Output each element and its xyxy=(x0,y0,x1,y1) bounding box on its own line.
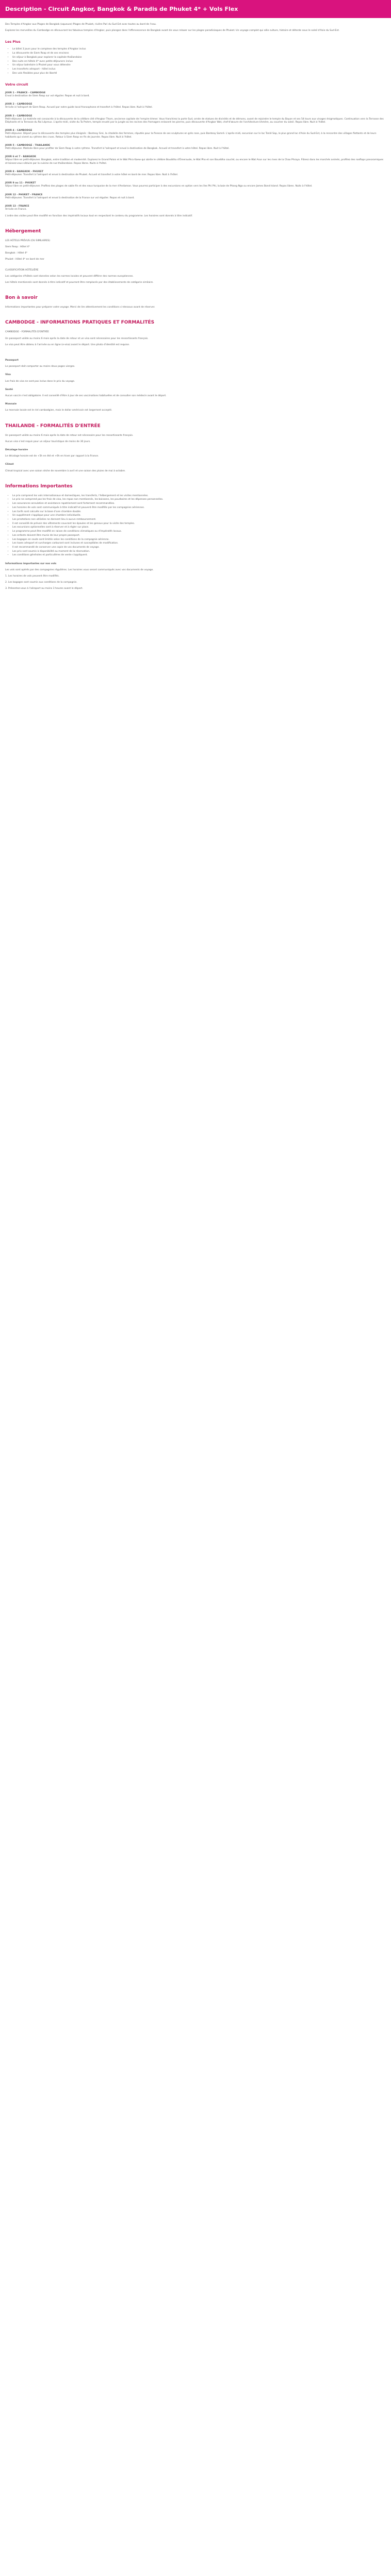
day-heading: JOUR 4 - CAMBODGE xyxy=(5,129,32,132)
health-heading: Santé xyxy=(5,388,13,391)
plus-heading: Les Plus xyxy=(5,40,21,44)
day-text: Petit-déjeuner. Transfert à l'aéroport et envol à destination de Phuket. Accueil et transfert à votre hôtel en bord de mer. Repas libre. Nuit à l'hôtel. xyxy=(5,174,178,177)
day-heading: JOUR 1 - FRANCE - CAMBODGE xyxy=(5,91,46,94)
climate-text: Climat tropical avec une saison sèche de novembre à avril et une saison des pluies de mai à octobre. xyxy=(5,469,126,472)
climate-heading: Climat xyxy=(5,463,14,466)
important-item: • Les tarifs sont calculés sur la base d'une chambre double. xyxy=(12,511,386,514)
passport-heading: Passeport xyxy=(5,359,19,362)
important-item: • Il est recommandé de conserver une copie de vos documents de voyage. xyxy=(12,546,386,549)
day-heading: JOUR 5 - CAMBODGE - THAILANDE xyxy=(5,144,51,147)
hotels-subheading: LES HÔTELS PRÉVUS (OU SIMILAIRES) xyxy=(5,239,51,242)
important-item: • Les taxes aéroport et surcharges carburant sont incluses et susceptibles de modification. xyxy=(12,542,386,545)
description-content xyxy=(0,18,391,598)
day-heading: JOUR 9 au 11 - PHUKET xyxy=(5,182,36,185)
important-item: • Il est conseillé de prévoir des vêtements couvrant les épaules et les genoux pour la visite des temples. xyxy=(12,522,386,526)
good-to-know-heading: Bon à savoir xyxy=(5,295,38,301)
passport-text: Le passeport doit comporter au moins deux pages vierges. xyxy=(5,365,75,368)
important-item: • Les prestations non utilisées ne donnent lieu à aucun remboursement. xyxy=(12,518,386,521)
intro-text-2: Explorez les merveilles du Cambodge en découvrant les fabuleux temples d'Angkor, puis plongez dans l'effervescence de Bangkok avant de vous relaxer sur les plages paradisiaques de Phuket. Un voyage complet qui allie culture, histoire et détente sous le soleil d'Asie du Sud-Est. xyxy=(5,29,340,32)
hotel-line: Phuket : Hôtel 4* en bord de mer xyxy=(5,258,44,261)
intro-text: Des Temples d'Angkor aux Plages de Bangkok (aqueuse) Plages de Phuket, rivière Pari du Sud Est avec toutes au bord de l'eau. xyxy=(5,23,157,26)
flight-info-text: Les vols sont opérés par des compagnies régulières. Les horaires vous seront communiqués avec vos documents de voyage. xyxy=(5,568,154,571)
day-heading: JOUR 12 - PHUKET - FRANCE xyxy=(5,193,43,196)
day-text: Séjour libre en petit-déjeuner. Profitez des plages de sable fin et des eaux turquoise de la mer d'Andaman. Vous pourrez participer à des excursions en option vers les îles Phi Phi, la baie de Phang Nga ou encore James Bond Island. Repas libres. Nuits à l'hôtel. xyxy=(5,185,313,188)
practical-info-text-2: Le visa peut être obtenu à l'arrivée ou en ligne (e-visa) avant le départ. Une photo d'identité est requise. xyxy=(5,343,130,346)
plus-item: • Le billet 3 jours pour le complexe des temples d'Angkor inclus xyxy=(12,48,386,51)
important-item: • Le programme peut être modifié en raison de conditions climatiques ou d'impératifs locaux. xyxy=(12,530,386,533)
hotel-line: Bangkok : Hôtel 4* xyxy=(5,252,28,255)
day-text: Envol à destination de Siem Reap sur vol régulier. Repas et nuit à bord. xyxy=(5,95,90,98)
important-item: • Un supplément s'applique pour une chambre individuelle. xyxy=(12,514,386,517)
important-item: • Les excursions optionnelles sont à réserver et à régler sur place. xyxy=(12,526,386,529)
plus-item: • Un séjour à Bangkok pour explorer la capitale thaïlandaise xyxy=(12,56,386,59)
visa-text: Les frais de visa ne sont pas inclus dans le prix du voyage. xyxy=(5,380,75,383)
thailand-formalities-heading: THAILANDE - FORMALITÉS D'ENTRÉE xyxy=(5,423,101,429)
important-list xyxy=(5,495,386,557)
day-text: Arrivée en France. xyxy=(5,208,27,211)
plus-list xyxy=(5,48,386,75)
spacer xyxy=(5,350,386,354)
flight-info-item: 1. Les horaires de vols peuvent être modifiés. xyxy=(5,574,60,578)
flight-info-item: 3. Présentez-vous à l'aéroport au moins 3 heures avant le départ. xyxy=(5,587,83,590)
page-title: Description - Circuit Angkor, Bangkok & Paradis de Phuket 4* + Vols Flex xyxy=(0,0,391,18)
spacer xyxy=(5,265,386,269)
thailand-text-2: Aucun visa n'est requis pour un séjour touristique de moins de 30 jours. xyxy=(5,440,91,443)
plus-item: • Un séjour balnéaire à Phuket pour vous détendre xyxy=(12,64,386,67)
currency-heading: Monnaie xyxy=(5,403,17,406)
hotels-heading: Hébergement xyxy=(5,228,41,234)
health-text: Aucun vaccin n'est obligatoire. Il est conseillé d'être à jour de ses vaccinations habituelles et de consulter son médecin avant le départ. xyxy=(5,394,167,397)
plus-item: • Des vols flexibles pour plus de liberté xyxy=(12,72,386,75)
day-text: Séjour libre en petit-déjeuner. Bangkok, entre tradition et modernité. Explorez le Grand Palais et le Wat Phra Kaew qui abrite le célèbre Bouddha d'Émeraude, le Wat Pho et son Bouddha couché, ou encore le Wat Arun sur les rives de la Chao Phraya. Flânez dans les marchés animés, profitez des rooftops panoramiques et laissez-vous séduire par la cuisine de rue thaïlandaise. Repas libres. Nuits à l'hôtel. xyxy=(5,159,384,165)
timezone-heading: Décalage horaire xyxy=(5,448,28,451)
page xyxy=(0,0,391,598)
thailand-text: Un passeport valide au moins 6 mois après la date de retour est nécessaire pour les ressortissants français. xyxy=(5,434,134,437)
flight-info-heading: Informations importantes sur nos vols xyxy=(5,562,57,565)
practical-info-text: Un passeport valide au moins 6 mois après la date de retour et un visa sont nécessaires pour les ressortissants français. xyxy=(5,337,149,340)
day-text: Petit-déjeuner. Transfert à l'aéroport et envol à destination de la France sur vol régulier. Repas et nuit à bord. xyxy=(5,196,135,199)
plus-item: • La découverte de Siem Reap et de ses environs xyxy=(12,52,386,55)
important-item: • Le prix comprend les vols internationaux et domestiques, les transferts, l'hébergement et les visites mentionnées. xyxy=(12,495,386,498)
day-text: Petit-déjeuner. Matinée libre pour profiter de Siem Reap à votre rythme. Transfert à l'aéroport et envol à destination de Bangkok. Accueil et transfert à votre hôtel. Repas libre. Nuit à l'hôtel. xyxy=(5,147,230,150)
day-text: Petit-déjeuner. Départ pour la découverte des temples plus éloignés : Banteay Srei, la citadelle des femmes, réputée pour la finesse de ses sculptures en grès rose, puis Banteay Samré. L'après-midi, excursion sur le lac Tonlé Sap, le plus grand lac d'Asie du Sud-Est, à la rencontre des villages flottants et de leurs habitants qui vivent au rythme des crues. Retour à Siem Reap en fin de journée. Repas libre. Nuit à l'hôtel. xyxy=(5,132,377,139)
classification-text-2: Les hôtels mentionnés sont donnés à titre indicatif et pourront être remplacés par des établissements de catégorie similaire. xyxy=(5,281,154,284)
important-item: • Les enfants doivent être munis de leur propre passeport. xyxy=(12,534,386,537)
day-heading: JOUR 3 - CAMBODGE xyxy=(5,114,32,117)
important-item: • Les bagages en soute sont limités selon les conditions de la compagnie aérienne. xyxy=(12,538,386,541)
plus-item: • Les transferts aéroport - hôtel inclus xyxy=(12,68,386,71)
day-heading: JOUR 13 - FRANCE xyxy=(5,205,29,208)
important-item: • Les assurances annulation et assistance rapatriement sont fortement recommandées. xyxy=(12,502,386,505)
classification-heading: CLASSIFICATION HÔTELIÈRE xyxy=(5,268,39,272)
important-item: • Les horaires de vols sont communiqués à titre indicatif et peuvent être modifiés par les compagnies aériennes. xyxy=(12,506,386,510)
day-heading: JOUR 6 et 7 - BANGKOK xyxy=(5,156,36,159)
flight-info-item: 2. Les bagages sont soumis aux conditions de la compagnie. xyxy=(5,581,77,584)
practical-info-subheading: CAMBODGE - FORMALITÉS D'ENTRÉE xyxy=(5,331,50,334)
important-item: • Les conditions générales et particulières de vente s'appliquent. xyxy=(12,554,386,557)
important-item: • Le prix ne comprend pas les frais de visa, les repas non mentionnés, les boissons, les pourboires et les dépenses personnelles. xyxy=(12,498,386,501)
classification-text: Les catégories d'hôtels sont données selon les normes locales et peuvent différer des normes européennes. xyxy=(5,275,134,278)
itinerary-heading: Votre circuit xyxy=(5,82,28,87)
day-heading: JOUR 8 - BANGKOK - PHUKET xyxy=(5,170,44,173)
hotel-line: Siem Reap : Hôtel 4* xyxy=(5,245,30,248)
itinerary-note: L'ordre des visites peut être modifié en fonction des impératifs locaux tout en respectant le contenu du programme. Les horaires sont donnés à titre indicatif. xyxy=(5,214,193,217)
important-info-heading: Informations Importantes xyxy=(5,483,73,489)
visa-heading: Visa xyxy=(5,374,11,377)
plus-item: • Des nuits en hôtels 4* avec petits-déjeuners inclus xyxy=(12,60,386,63)
currency-text: La monnaie locale est le riel cambodgien, mais le dollar américain est largement accepté. xyxy=(5,409,112,412)
day-text: Petit-déjeuner. La matinée est consacrée à la découverte de la célèbre cité d'Angkor Thom, ancienne capitale de l'empire khmer. Vous franchirez la porte Sud, ornée de statues de divinités et de démons, avant de rejoindre le temple du Bayon et ses 54 tours aux visages énigmatiques. Continuation vers la Terrasse des Éléphants et la Terrasse du Roi Lépreux. L'après-midi, visite du Ta Prohm, temple envahi par la jungle où les racines des fromagers enlacent les pierres, puis découverte d'Angkor Wat, chef-d'œuvre de l'architecture khmère, au coucher du soleil. Repas libre. Nuit à l'hôtel. xyxy=(5,117,384,124)
good-to-know-text: Informations importantes pour préparer votre voyage. Merci de lire attentivement les conditions ci-dessous avant de réserver. xyxy=(5,306,155,309)
timezone-text: Le décalage horaire est de +5h en été et +6h en hiver par rapport à la France. xyxy=(5,455,99,458)
day-text: Arrivée à l'aéroport de Siem Reap. Accueil par notre guide local francophone et transfert à l'hôtel. Repas libre. Nuit à l'hôtel. xyxy=(5,106,153,109)
important-item: • Les prix sont soumis à disponibilité au moment de la réservation. xyxy=(12,550,386,553)
practical-info-heading: CAMBODGE - INFORMATIONS PRATIQUES ET FORMALITÉS xyxy=(5,320,155,326)
day-heading: JOUR 2 - CAMBODGE xyxy=(5,103,32,106)
